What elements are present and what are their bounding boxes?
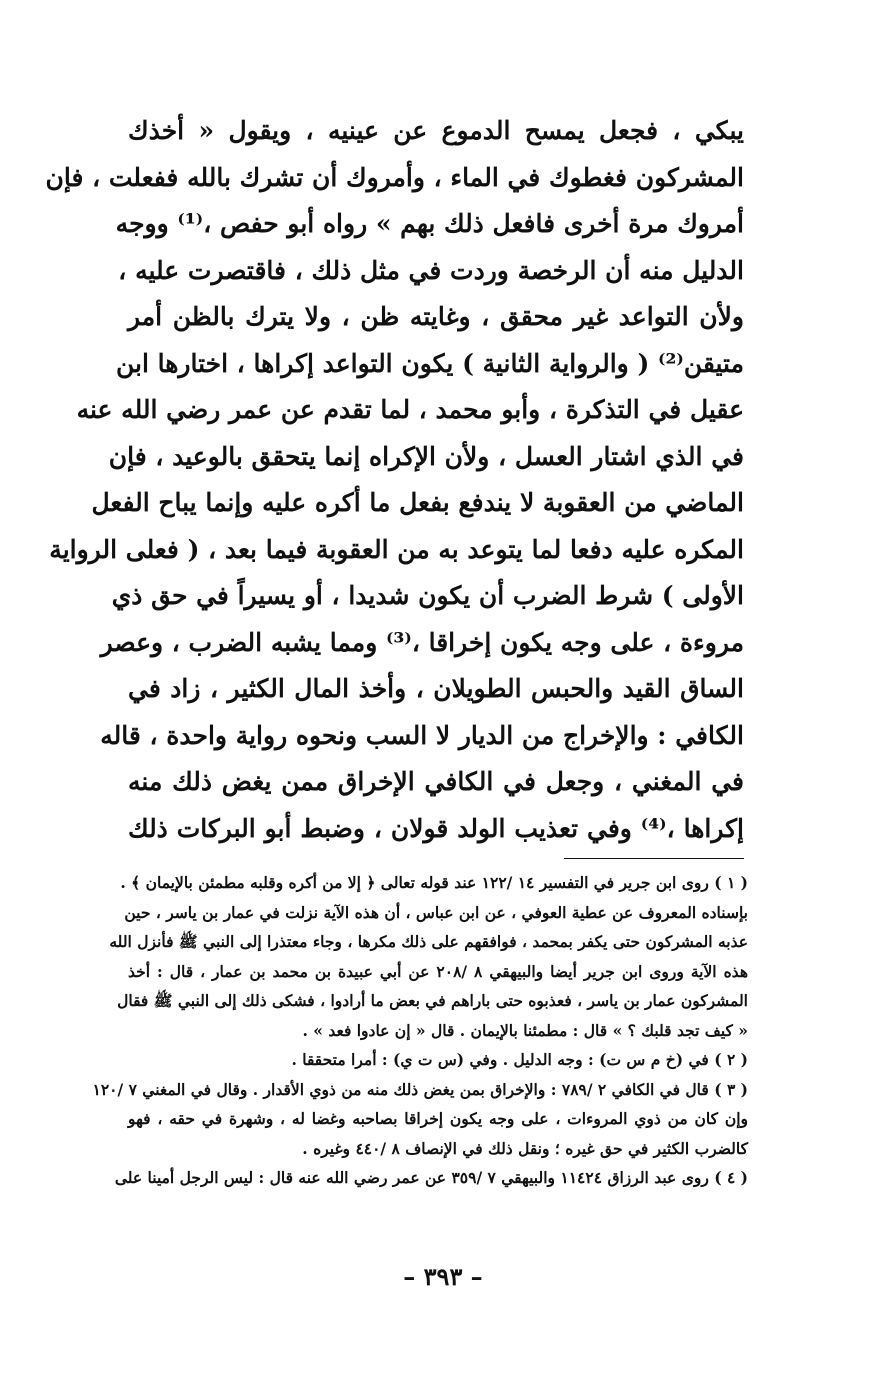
- main-line: في الذي اشتار العسل ، ولأن الإكراه إنما يتحقق بالوعيد ، فإن: [108, 441, 744, 471]
- footnote-line: ( ٣ ) قال في الكافي ٢ /٧٨٩ : والإخراق بمن يغض ذلك منه من ذوي الأقدار . وقال في المغني ٧ /١٢٠: [92, 1079, 748, 1099]
- footnote-separator: [564, 858, 744, 859]
- main-line: إكراها ،⁽⁴⁾ وفي تعذيب الولد قولان ، وضبط أبو البركات ذلك: [128, 813, 744, 843]
- main-line: ولأن التواعد غير محقق ، وغايته ظن ، ولا يترك بالظن أمر: [128, 302, 744, 331]
- footnote-line: كالضرب الكثير في حق غيره ؛ ونقل ذلك في الإنصاف ٨ /٤٤٠ وغيره .: [302, 1138, 748, 1158]
- footnote-line: ( ٢ ) في (خ م س ت) : وجه الدليل . وفي (س ت ي) : أمرا متحققا .: [291, 1050, 748, 1069]
- main-line: الماضي من العقوبة لا يندفع بفعل ما أكره عليه وإنما يباح الفعل: [91, 488, 744, 517]
- main-line: عقيل في التذكرة ، وأبو محمد ، لما تقدم عن عمر رضي الله عنه: [76, 395, 744, 424]
- footnote-line: ( ٤ ) روى عبد الرزاق ١١٤٢٤ والبيهقي ٧ /٣٥٩ عن عمر رضي الله عنه قال : ليس الرجل أمينا على: [114, 1168, 748, 1187]
- footnote-line: هذه الآية وروى ابن جرير أيضا والبيهقي ٨ /٢٠٨ عن أبي عبيدة بن محمد بن عمار ، قال : أخذ: [128, 961, 748, 981]
- main-text: [45, 108, 744, 852]
- main-line: المكره عليه دفعا لما يتوعد به من العقوبة فيما بعد ، ( فعلى الرواية: [49, 534, 744, 564]
- footnote-line: بإسناده المعروف عن عطية العوفي ، عن ابن عباس ، أن هذه الآية نزلت في عمار بن ياسر ، حين: [124, 902, 748, 922]
- main-line: الأولى ) شرط الضرب أن يكون شديدا ، أو يسيراً في حق ذي: [111, 581, 744, 610]
- main-line: أمروك مرة أخرى فافعل ذلك بهم » رواه أبو حفص ،⁽¹⁾ ووجه: [115, 209, 744, 238]
- main-line: متيقن⁽²⁾ ( والرواية الثانية ) يكون التواعد إكراها ، اختارها ابن: [115, 348, 744, 378]
- main-line: الكافي : والإخراج من الديار لا السب ونحوه رواية واحدة ، قاله: [100, 720, 744, 750]
- footnote-line: ( ١ ) روى ابن جرير في التفسير ١٤ /١٢٢ عند قوله تعالى ﴿ إلا من أكره وقلبه مطمئن بالإيمان ﴾ .: [120, 873, 748, 892]
- main-line: المشركون فغطوك في الماء ، وأمروك أن تشرك بالله ففعلت ، فإن: [45, 162, 744, 192]
- main-line: الدليل منه أن الرخصة وردت في مثل ذلك ، فاقتصرت عليه ،: [118, 255, 744, 285]
- footnote-line: عذبه المشركون حتى يكفر بمحمد ، فوافقهم على ذلك مكرها ، وجاء معتذرا إلى النبي ﷺ فأنزل الله: [109, 932, 748, 951]
- main-line: في المغني ، وجعل في الكافي الإخراق ممن يغض ذلك منه: [128, 767, 744, 796]
- main-line: مروءة ، على وجه يكون إخراقا ،⁽³⁾ ومما يشبه الضرب ، وعصر: [100, 627, 744, 657]
- footnote-line: وإن كان من ذوي المروءات ، على وجه يكون إخراقا بصاحبه وغضا له ، وشهرة في حقه ، فهو: [128, 1109, 748, 1128]
- footnote-line: المشركون عمار بن ياسر ، فعذبوه حتى باراهم في بعض ما أرادوا ، فشكى ذلك إلى النبي ﷺ فقال: [117, 991, 748, 1010]
- footnote-line: « كيف تجد قلبك ؟ » قال : مطمئنا بالإيمان . قال « إن عادوا فعد » .: [302, 1020, 748, 1040]
- main-line: الساق القيد والحبس الطويلان ، وأخذ المال الكثير ، زاد في: [128, 674, 744, 703]
- footnotes: [92, 868, 748, 1193]
- page-number: – ٣٩٣ –: [403, 1262, 483, 1291]
- main-line: يبكي ، فجعل يمسح الدموع عن عينيه ، ويقول « أخذك: [128, 116, 744, 145]
